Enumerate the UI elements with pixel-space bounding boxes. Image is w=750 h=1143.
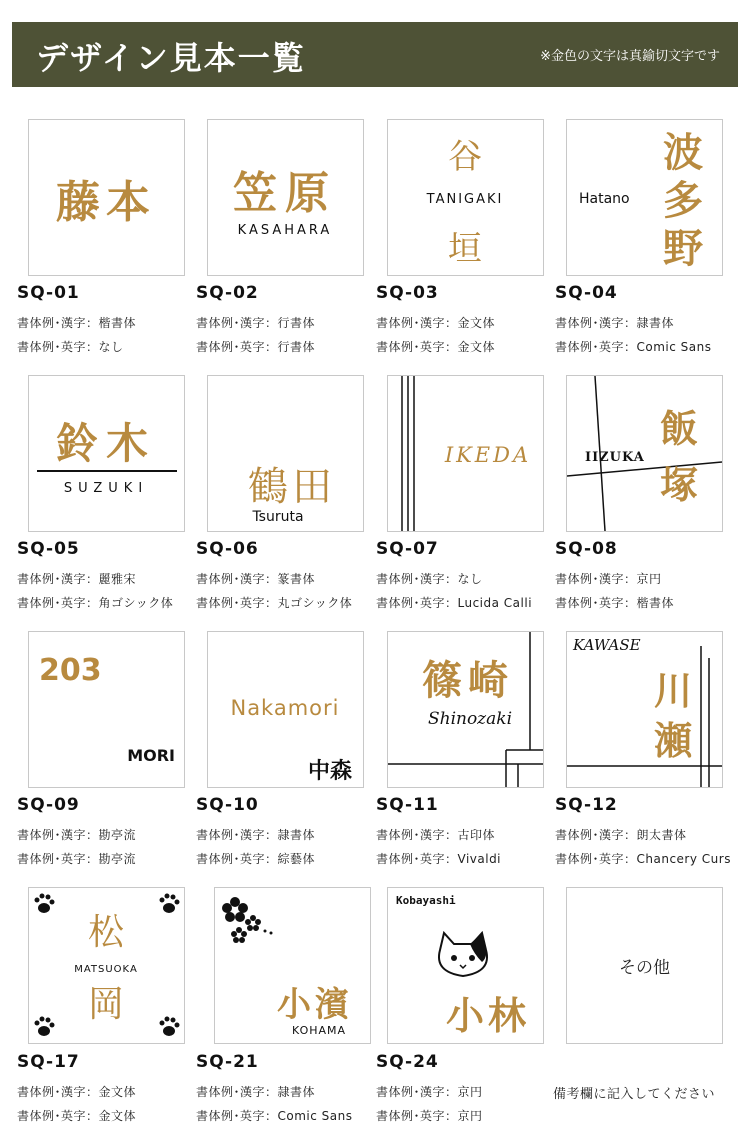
svg-text:松: 松 [87, 912, 125, 953]
svg-text:野: 野 [663, 225, 703, 272]
svg-text:篠崎: 篠崎 [422, 657, 514, 704]
item-code: SQ-24 [376, 1052, 439, 1072]
sample-tile-sq10[interactable] [207, 631, 364, 788]
item-code: SQ-08 [555, 539, 618, 559]
nameplate-preview [388, 376, 543, 531]
nameplate-preview [208, 632, 363, 787]
svg-text:KOHAMA: KOHAMA [291, 1024, 347, 1037]
kanji-font-label: 書体例･漢字：麗雅宋 [17, 572, 137, 586]
item-code: SQ-06 [196, 539, 259, 559]
nameplate-preview [29, 120, 184, 275]
kanji-font-label: 書体例･漢字：金文体 [17, 1085, 137, 1099]
sample-tile-sq21[interactable] [214, 887, 371, 1044]
sample-tile-sq08[interactable] [566, 375, 723, 532]
nameplate-preview [388, 120, 543, 275]
svg-text:KASAHARA: KASAHARA [237, 223, 333, 238]
nameplate-preview [567, 120, 722, 275]
svg-text:鈴木: 鈴木 [55, 419, 157, 468]
svg-text:笠原: 笠原 [233, 168, 337, 219]
item-code: SQ-07 [376, 539, 439, 559]
sample-tile-sq07[interactable] [387, 375, 544, 532]
svg-text:岡: 岡 [87, 984, 125, 1025]
english-font-label: 書体例･英字：Comic Sans [555, 340, 712, 354]
kanji-font-label: 書体例･漢字：金文体 [376, 316, 496, 330]
kanji-font-label: 書体例･漢字：なし [376, 572, 483, 586]
svg-text:Shinozaki: Shinozaki [427, 709, 513, 729]
svg-text:TANIGAKI: TANIGAKI [426, 192, 504, 207]
nameplate-preview [215, 888, 370, 1043]
svg-text:小林: 小林 [445, 993, 531, 1038]
kanji-font-label: 書体例･漢字：勘亭流 [17, 828, 137, 842]
nameplate-preview [29, 632, 184, 787]
svg-text:Nakamori: Nakamori [230, 696, 340, 720]
english-font-label: 書体例･英字：Comic Sans [196, 1109, 353, 1123]
sample-tile-sq04[interactable] [566, 119, 723, 276]
item-code: SQ-01 [17, 283, 80, 303]
item-code: SQ-05 [17, 539, 80, 559]
nameplate-preview [29, 888, 184, 1043]
nameplate-preview [567, 376, 722, 531]
item-code: SQ-03 [376, 283, 439, 303]
svg-text:瀬: 瀬 [653, 718, 693, 763]
svg-text:IKEDA: IKEDA [444, 443, 532, 467]
item-code: SQ-12 [555, 795, 618, 815]
brass-note: ※金色の文字は真鍮切文字です [540, 49, 720, 64]
english-font-label: 書体例･英字：綜藝体 [196, 852, 316, 866]
english-font-label: 書体例･英字：金文体 [376, 340, 496, 354]
sample-tile-sq05[interactable] [28, 375, 185, 532]
kanji-font-label: 書体例･漢字：京円 [555, 572, 662, 586]
english-font-label: 書体例･英字：なし [17, 340, 124, 354]
kanji-font-label: 書体例･漢字：古印体 [376, 828, 496, 842]
kanji-font-label: 書体例･漢字：隷書体 [196, 1085, 316, 1099]
english-font-label: 書体例･英字：行書体 [196, 340, 316, 354]
sample-tile-sq03[interactable] [387, 119, 544, 276]
item-code: SQ-10 [196, 795, 259, 815]
item-code: SQ-09 [17, 795, 80, 815]
english-font-label: 書体例･英字：Lucida Calli [376, 596, 533, 610]
nameplate-preview [208, 376, 363, 531]
english-font-label: 書体例･英字：Vivaldi [376, 852, 502, 866]
sample-tile-sq17[interactable] [28, 887, 185, 1044]
nameplate-preview [388, 632, 543, 787]
page-title: デザイン見本一覧 [36, 39, 306, 77]
svg-text:多: 多 [663, 177, 703, 224]
svg-text:川: 川 [653, 668, 693, 713]
header-banner [12, 22, 738, 87]
cherry-blossom-icon [222, 897, 273, 943]
kanji-font-label: 書体例･漢字：隷書体 [555, 316, 675, 330]
svg-text:SUZUKI: SUZUKI [63, 481, 149, 496]
sample-tile-sq24[interactable] [387, 887, 544, 1044]
nameplate-preview [208, 120, 363, 275]
sample-tile-sq01[interactable] [28, 119, 185, 276]
sample-tile-other[interactable] [566, 887, 723, 1044]
svg-text:小濱: 小濱 [277, 985, 353, 1025]
svg-text:MATSUOKA: MATSUOKA [74, 964, 138, 975]
sample-tile-sq11[interactable] [387, 631, 544, 788]
cat-illustration-icon [439, 933, 487, 976]
kanji-font-label: 書体例･漢字：篆書体 [196, 572, 316, 586]
sample-tile-sq02[interactable] [207, 119, 364, 276]
nameplate-preview [29, 376, 184, 531]
paw-print-icon [35, 894, 55, 914]
svg-text:Tsuruta: Tsuruta [252, 509, 304, 525]
sample-tile-sq06[interactable] [207, 375, 364, 532]
kanji-font-label: 書体例･漢字：京円 [376, 1085, 483, 1099]
english-font-label: 書体例･英字：丸ゴシック体 [196, 596, 353, 610]
remarks-instruction: 備考欄に記入してください [553, 1087, 716, 1102]
svg-text:Kobayashi: Kobayashi [396, 894, 456, 907]
paw-print-icon [160, 894, 180, 914]
svg-text:IIZUKA: IIZUKA [585, 450, 645, 465]
svg-text:203: 203 [39, 653, 102, 688]
english-font-label: 書体例･英字：金文体 [17, 1109, 137, 1123]
paw-print-icon [160, 1017, 180, 1037]
english-font-label: 書体例･英字：角ゴシック体 [17, 596, 174, 610]
svg-text:谷: 谷 [448, 137, 482, 177]
english-font-label: 書体例･英字：楷書体 [555, 596, 675, 610]
nameplate-preview [567, 632, 722, 787]
svg-text:飯: 飯 [659, 406, 699, 451]
sample-tile-sq09[interactable] [28, 631, 185, 788]
item-code: SQ-02 [196, 283, 259, 303]
svg-text:中森: 中森 [307, 759, 353, 784]
other-label: その他 [619, 958, 670, 978]
svg-text:MORI: MORI [127, 746, 175, 765]
svg-text:鶴田: 鶴田 [248, 464, 336, 510]
english-font-label: 書体例･英字：勘亭流 [17, 852, 137, 866]
svg-text:藤本: 藤本 [56, 177, 156, 228]
item-code: SQ-21 [196, 1052, 259, 1072]
item-code: SQ-11 [376, 795, 439, 815]
kanji-font-label: 書体例･漢字：朗太書体 [555, 828, 687, 842]
english-font-label: 書体例･英字：京円 [376, 1109, 483, 1123]
kanji-font-label: 書体例･漢字：行書体 [196, 316, 316, 330]
svg-text:塚: 塚 [659, 462, 699, 507]
svg-text:Hatano: Hatano [579, 191, 630, 207]
item-code: SQ-04 [555, 283, 618, 303]
item-code: SQ-17 [17, 1052, 80, 1072]
kanji-font-label: 書体例･漢字：隷書体 [196, 828, 316, 842]
sample-tile-sq12[interactable] [566, 631, 723, 788]
kanji-font-label: 書体例･漢字：楷書体 [17, 316, 137, 330]
svg-text:KAWASE: KAWASE [573, 636, 641, 654]
paw-print-icon [35, 1017, 55, 1037]
svg-text:垣: 垣 [448, 229, 482, 269]
svg-text:波: 波 [663, 129, 703, 176]
nameplate-preview [388, 888, 543, 1043]
english-font-label: 書体例･英字：Chancery Curs [555, 852, 731, 866]
